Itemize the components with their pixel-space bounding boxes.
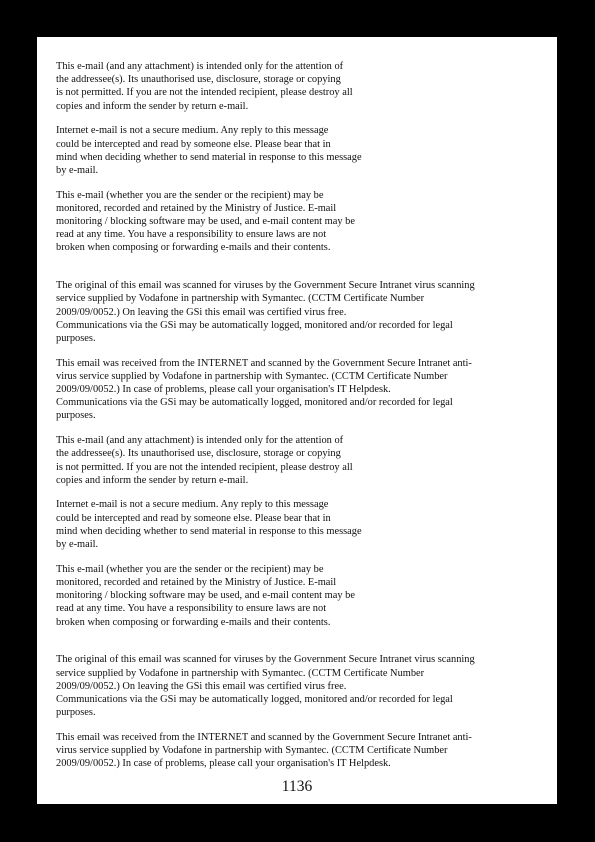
virus-scan-received-paragraph: This email was received from the INTERNET and scanned by the Government Secure Intranet anti- virus service supplied by Vodafone in partnership with Symantec. (CCTM Certificate Number 2009/09/0052.) In case of problems, please call your organisation's IT Helpdesk. [56,731,472,770]
page-number: 1136 [281,778,313,795]
disclaimer-attachment-paragraph: This e-mail (and any attachment) is intended only for the attention of the addressee(s). Its unauthorised use, disclosure, storage or copying is not permitted. If you are not the intended recipient, please destroy all copies and inform the sender by return e-mail. [56,61,353,112]
page-content [56,60,546,770]
virus-scan-received-paragraph: This email was received from the INTERNET and scanned by the Government Secure Intranet anti- virus service supplied by Vodafone in partnership with Symantec. (CCTM Certificate Number 2009/09/0052.) In case of problems, please call your organisation's IT Helpdesk. Communications via the GSi may be automatically logged, monitored and/or recorded for legal purposes. [56,357,472,422]
disclaimer-internet-paragraph: Internet e-mail is not a secure medium. Any reply to this message could be intercepted and read by someone else. Please bear that in mind when deciding whether to send material in response to this message by e-mail. [56,499,362,551]
disclaimer-monitoring-paragraph: This e-mail (whether you are the sender or the recipient) may be monitored, recorded and retained by the Ministry of Justice. E-mail monitoring / blocking software may be used, and e-mail content may be read at any time. You have a responsibility to ensure laws are not broken when composing or forwarding e-mails and their contents. [56,563,355,628]
disclaimer-internet-paragraph: Internet e-mail is not a secure medium. Any reply to this message could be intercepted and read by someone else. Please bear that in mind when deciding whether to send material in response to this message by e-mail. [56,125,362,176]
disclaimer-attachment-paragraph: This e-mail (and any attachment) is intended only for the attention of the addressee(s). Its unauthorised use, disclosure, storage or copying is not permitted. If you are not the intended recipient, please destroy all copies and inform the sender by return e-mail. [56,435,353,486]
disclaimer-monitoring-paragraph: This e-mail (whether you are the sender or the recipient) may be monitored, recorded and retained by the Ministry of Justice. E-mail monitoring / blocking software may be used, and e-mail content may be read at any time. You have a responsibility to ensure laws are not broken when composing or forwarding e-mails and their contents. [56,189,355,254]
document-page [37,37,557,804]
virus-scan-original-paragraph: The original of this email was scanned for viruses by the Government Secure Intranet virus scanning service supplied by Vodafone in partnership with Symantec. (CCTM Certificate Number 2009/09/0052.) On leaving the GSi this email was certified virus free. Communications via the GSi may be automatically logged, monitored and/or recorded for legal purposes. [56,654,475,719]
virus-scan-original-paragraph: The original of this email was scanned for viruses by the Government Secure Intranet virus scanning service supplied by Vodafone in partnership with Symantec. (CCTM Certificate Number 2009/09/0052.) On leaving the GSi this email was certified virus free. Communications via the GSi may be automatically logged, monitored and/or recorded for legal purposes. [56,280,475,344]
